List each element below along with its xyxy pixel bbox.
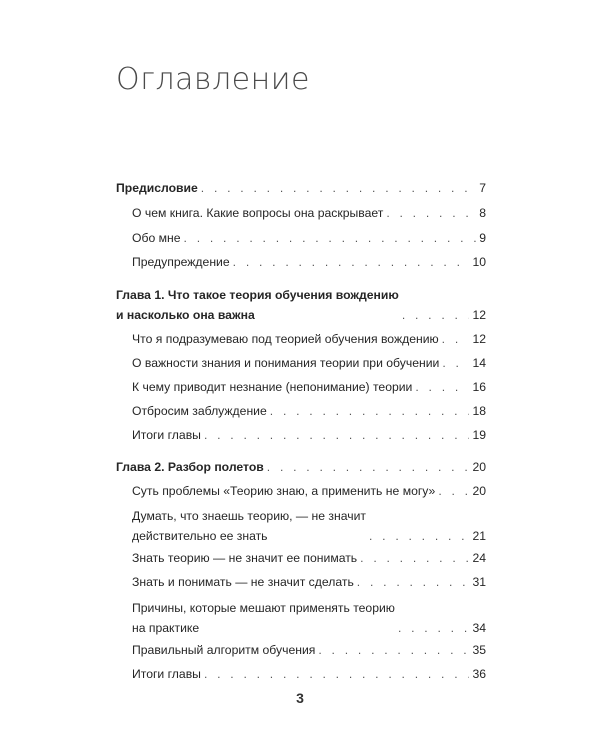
toc-entry[interactable]: [132, 548, 486, 568]
toc-entry-title: К чему приводит незнание (непонимание) теории: [132, 380, 413, 394]
toc-entry[interactable]: [132, 425, 486, 445]
toc-entry-title: Глава 2. Разбор полетов: [116, 460, 264, 474]
toc-entry-page: 21: [472, 529, 486, 543]
toc-entry-title: О важности знания и понимания теории при обучении: [132, 356, 440, 370]
toc-entry-page: 20: [472, 484, 486, 498]
toc-entry-page: 16: [472, 380, 486, 394]
toc-entry-page: 24: [472, 551, 486, 565]
toc-entry-page: 34: [472, 621, 486, 635]
toc-entry-title: Что я подразумеваю под теорией обучения вождению: [132, 332, 439, 346]
toc-entry-page: 8: [479, 206, 486, 220]
toc-entry-page: 14: [472, 356, 486, 370]
toc-entry-title: Отбросим заблуждение: [132, 404, 267, 418]
toc-entry-chapter-1[interactable]: [116, 285, 486, 325]
toc-entry-title: Знать теорию — не значит ее понимать: [132, 551, 358, 565]
toc-entry-title: Итоги главы: [132, 428, 201, 442]
toc-entry[interactable]: [132, 203, 486, 223]
toc-entry[interactable]: [132, 640, 486, 660]
toc-entry-title: Знать и понимать — не значит сделать: [132, 575, 354, 589]
toc-entry-title: Думать, что знаешь теорию, — не значит действительно ее знать: [132, 509, 366, 543]
toc-entry[interactable]: [132, 377, 486, 397]
toc-entry-title: Обо мне: [132, 231, 181, 245]
toc-entry[interactable]: [132, 228, 486, 248]
toc-entry-page: 10: [472, 255, 486, 269]
page-title: Оглавление: [116, 62, 310, 97]
toc-entry[interactable]: [132, 481, 486, 501]
toc-entry[interactable]: [132, 401, 486, 421]
toc-entry-page: 20: [472, 460, 486, 474]
toc-entry-page: 7: [479, 181, 486, 195]
toc-entry-page: 31: [472, 575, 486, 589]
toc-entry-page: 12: [472, 332, 486, 346]
toc-entry[interactable]: [132, 252, 486, 272]
toc-entry-title: Глава 1. Что такое теория обучения вождению и насколько она важна: [116, 288, 399, 322]
toc-entry[interactable]: [132, 664, 486, 684]
toc-entry[interactable]: [132, 598, 486, 638]
toc-entry-title: Итоги главы: [132, 667, 201, 681]
toc-entry-page: 9: [479, 231, 486, 245]
toc-entry-page: 35: [472, 643, 486, 657]
toc-entry-title: Правильный алгоритм обучения: [132, 643, 316, 657]
toc-entry-title: Предупреждение: [132, 255, 230, 269]
page-number: 3: [296, 690, 304, 706]
toc-entry[interactable]: [132, 329, 486, 349]
toc-entry[interactable]: [132, 506, 486, 546]
toc-entry-page: 18: [472, 404, 486, 418]
toc-entry-chapter-2[interactable]: [116, 457, 486, 477]
toc-entry-title: О чем книга. Какие вопросы она раскрывает: [132, 206, 384, 220]
toc-entry-page: 19: [472, 428, 486, 442]
toc-entry-page: 12: [472, 308, 486, 322]
toc-entry-title: Предисловие: [116, 181, 198, 195]
toc-entry-title: Причины, которые мешают применять теорию на практике: [132, 601, 395, 635]
toc-entry-preface[interactable]: [116, 178, 486, 198]
toc-entry-page: 36: [472, 667, 486, 681]
toc-entry-title: Суть проблемы «Теорию знаю, а применить не могу»: [132, 484, 436, 498]
toc-entry[interactable]: [132, 572, 486, 592]
toc-entry[interactable]: [132, 353, 486, 373]
